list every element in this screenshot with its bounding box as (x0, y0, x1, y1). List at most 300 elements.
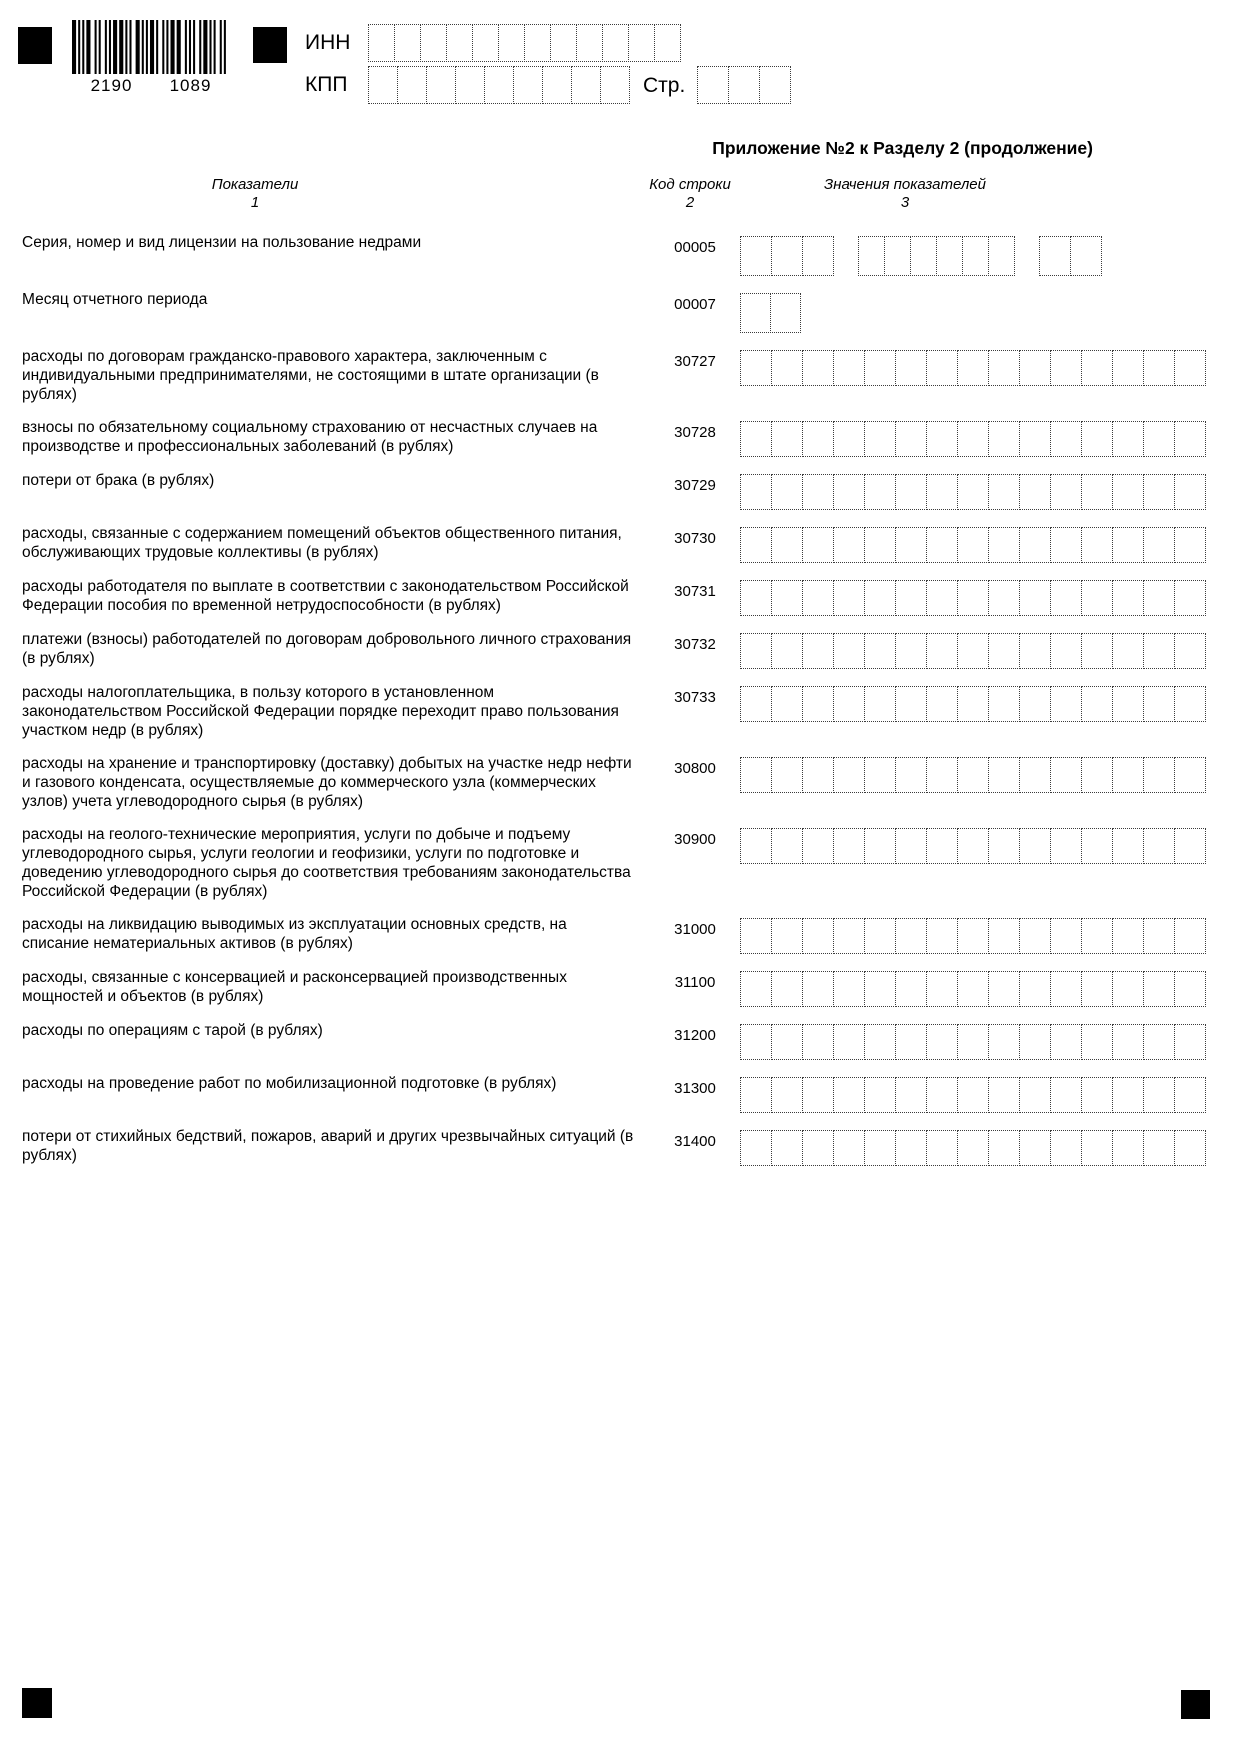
value-field (740, 915, 1218, 954)
input-cell[interactable] (833, 1024, 865, 1060)
input-cell[interactable] (936, 236, 963, 276)
input-cell[interactable] (1050, 633, 1082, 669)
input-cell[interactable] (1019, 350, 1051, 386)
input-cell[interactable] (802, 1077, 834, 1113)
input-cell[interactable] (864, 474, 896, 510)
input-cell[interactable] (697, 66, 729, 104)
input-cell[interactable] (957, 971, 989, 1007)
input-cell[interactable] (1081, 1024, 1113, 1060)
input-cell[interactable] (926, 1077, 958, 1113)
input-cell[interactable] (895, 350, 927, 386)
input-cell[interactable] (740, 580, 772, 616)
row-code: 30727 (674, 353, 716, 370)
input-cell[interactable] (1050, 474, 1082, 510)
cell-group[interactable] (1039, 236, 1102, 276)
input-cell[interactable] (420, 24, 447, 62)
table-row (22, 471, 1218, 510)
input-cell[interactable] (770, 293, 801, 333)
input-cell[interactable] (802, 236, 834, 276)
input-cell[interactable] (1174, 474, 1206, 510)
cell-group[interactable] (740, 474, 1206, 510)
cell-group[interactable] (740, 1077, 1206, 1113)
input-cell[interactable] (524, 24, 551, 62)
input-cell[interactable] (895, 971, 927, 1007)
cell-group[interactable] (858, 236, 1015, 276)
input-cell[interactable] (858, 236, 885, 276)
input-cell[interactable] (1112, 1024, 1144, 1060)
input-cell[interactable] (895, 686, 927, 722)
inn-field[interactable] (368, 24, 681, 62)
form-barcode (72, 20, 230, 96)
input-cell[interactable] (802, 918, 834, 954)
input-cell[interactable] (957, 1024, 989, 1060)
input-cell[interactable] (864, 828, 896, 864)
input-cell[interactable] (472, 24, 499, 62)
input-cell[interactable] (802, 757, 834, 793)
input-cell[interactable] (771, 828, 803, 864)
input-cell[interactable] (1174, 527, 1206, 563)
input-cell[interactable] (988, 1077, 1020, 1113)
input-cell[interactable] (1143, 633, 1175, 669)
table-row (22, 754, 1218, 811)
input-cell[interactable] (1019, 421, 1051, 457)
input-cell[interactable] (1143, 474, 1175, 510)
input-cell[interactable] (957, 918, 989, 954)
input-cell[interactable] (628, 24, 655, 62)
input-cell[interactable] (1081, 350, 1113, 386)
input-cell[interactable] (895, 918, 927, 954)
table-row (22, 233, 1218, 276)
input-cell[interactable] (1174, 971, 1206, 1007)
input-cell[interactable] (771, 757, 803, 793)
input-cell[interactable] (1112, 633, 1144, 669)
input-cell[interactable] (1019, 686, 1051, 722)
input-cell[interactable] (498, 24, 525, 62)
input-cell[interactable] (1050, 918, 1082, 954)
input-cell[interactable] (771, 1130, 803, 1166)
input-cell[interactable] (1112, 828, 1144, 864)
input-cell[interactable] (1143, 757, 1175, 793)
input-cell[interactable] (988, 350, 1020, 386)
input-cell[interactable] (864, 686, 896, 722)
input-cell[interactable] (740, 918, 772, 954)
input-cell[interactable] (1050, 686, 1082, 722)
input-cell[interactable] (1081, 971, 1113, 1007)
input-cell[interactable] (802, 828, 834, 864)
input-cell[interactable] (771, 971, 803, 1007)
input-cell[interactable] (926, 350, 958, 386)
input-cell[interactable] (957, 757, 989, 793)
cell-group[interactable] (740, 757, 1206, 793)
input-cell[interactable] (864, 527, 896, 563)
input-cell[interactable] (833, 1077, 865, 1113)
input-cell[interactable] (740, 828, 772, 864)
page-number-label: Стр. (643, 74, 686, 97)
input-cell[interactable] (926, 1130, 958, 1166)
input-cell[interactable] (926, 828, 958, 864)
input-cell[interactable] (864, 633, 896, 669)
input-cell[interactable] (740, 350, 772, 386)
input-cell[interactable] (957, 1130, 989, 1166)
input-cell[interactable] (1081, 527, 1113, 563)
input-cell[interactable] (957, 350, 989, 386)
input-cell[interactable] (833, 580, 865, 616)
input-cell[interactable] (1143, 527, 1175, 563)
input-cell[interactable] (455, 66, 485, 104)
input-cell[interactable] (397, 66, 427, 104)
input-cell[interactable] (1050, 421, 1082, 457)
input-cell[interactable] (1143, 1130, 1175, 1166)
input-cell[interactable] (864, 580, 896, 616)
input-cell[interactable] (926, 1024, 958, 1060)
input-cell[interactable] (802, 686, 834, 722)
input-cell[interactable] (957, 421, 989, 457)
input-cell[interactable] (771, 236, 803, 276)
input-cell[interactable] (988, 971, 1020, 1007)
input-cell[interactable] (1050, 971, 1082, 1007)
input-cell[interactable] (926, 971, 958, 1007)
cell-group[interactable] (740, 686, 1206, 722)
cell-group[interactable] (740, 1130, 1206, 1166)
input-cell[interactable] (600, 66, 630, 104)
input-cell[interactable] (802, 527, 834, 563)
input-cell[interactable] (740, 1024, 772, 1060)
input-cell[interactable] (864, 350, 896, 386)
column-header-line-code (649, 176, 731, 212)
input-cell[interactable] (740, 686, 772, 722)
barcode-digits (72, 76, 230, 96)
input-cell[interactable] (895, 633, 927, 669)
input-cell[interactable] (446, 24, 473, 62)
input-cell[interactable] (771, 1077, 803, 1113)
input-cell[interactable] (1081, 580, 1113, 616)
input-cell[interactable] (1143, 918, 1175, 954)
value-field (740, 1074, 1218, 1113)
input-cell[interactable] (833, 474, 865, 510)
input-cell[interactable] (988, 421, 1020, 457)
input-cell[interactable] (1174, 1130, 1206, 1166)
input-cell[interactable] (1174, 350, 1206, 386)
input-cell[interactable] (771, 474, 803, 510)
input-cell[interactable] (1112, 474, 1144, 510)
input-cell[interactable] (740, 474, 772, 510)
value-field (740, 290, 1218, 333)
table-row (22, 1127, 1218, 1166)
input-cell[interactable] (1112, 350, 1144, 386)
input-cell[interactable] (771, 1024, 803, 1060)
indicator-label: Серия, номер и вид лицензии на пользование недрами (22, 234, 422, 251)
input-cell[interactable] (1174, 633, 1206, 669)
input-cell[interactable] (771, 686, 803, 722)
input-cell[interactable] (988, 686, 1020, 722)
input-cell[interactable] (802, 971, 834, 1007)
input-cell[interactable] (802, 580, 834, 616)
input-cell[interactable] (1050, 1024, 1082, 1060)
input-cell[interactable] (1143, 1024, 1175, 1060)
input-cell[interactable] (802, 633, 834, 669)
input-cell[interactable] (895, 1024, 927, 1060)
cell-group[interactable] (740, 293, 801, 333)
input-cell[interactable] (988, 757, 1020, 793)
input-cell[interactable] (426, 66, 456, 104)
value-field (740, 347, 1218, 404)
cell-group[interactable] (740, 580, 1206, 616)
cell-group[interactable] (740, 828, 1206, 864)
input-cell[interactable] (926, 474, 958, 510)
input-cell[interactable] (542, 66, 572, 104)
input-cell[interactable] (864, 1130, 896, 1166)
input-cell[interactable] (864, 757, 896, 793)
input-cell[interactable] (1039, 236, 1071, 276)
page-number-field[interactable] (697, 66, 791, 104)
input-cell[interactable] (802, 1024, 834, 1060)
input-cell[interactable] (926, 421, 958, 457)
input-cell[interactable] (1019, 633, 1051, 669)
column-header-line-code-number: 2 (685, 194, 695, 211)
input-cell[interactable] (771, 527, 803, 563)
input-cell[interactable] (802, 1130, 834, 1166)
input-cell[interactable] (962, 236, 989, 276)
row-code: 31300 (674, 1080, 716, 1097)
input-cell[interactable] (1143, 580, 1175, 616)
row-code: 30900 (674, 831, 716, 848)
input-cell[interactable] (1143, 686, 1175, 722)
input-cell[interactable] (988, 236, 1015, 276)
input-cell[interactable] (394, 24, 421, 62)
input-cell[interactable] (1050, 527, 1082, 563)
inn-label: ИНН (305, 31, 351, 54)
input-cell[interactable] (1174, 421, 1206, 457)
input-cell[interactable] (884, 236, 911, 276)
input-cell[interactable] (771, 633, 803, 669)
indicators-table (22, 233, 1218, 1180)
input-cell[interactable] (740, 1077, 772, 1113)
input-cell[interactable] (1081, 1077, 1113, 1113)
input-cell[interactable] (957, 828, 989, 864)
input-cell[interactable] (654, 24, 681, 62)
input-cell[interactable] (550, 24, 577, 62)
input-cell[interactable] (957, 633, 989, 669)
input-cell[interactable] (1019, 527, 1051, 563)
input-cell[interactable] (740, 757, 772, 793)
input-cell[interactable] (988, 828, 1020, 864)
cell-group[interactable] (740, 971, 1206, 1007)
input-cell[interactable] (368, 66, 398, 104)
input-cell[interactable] (1081, 686, 1113, 722)
input-cell[interactable] (1081, 828, 1113, 864)
input-cell[interactable] (833, 350, 865, 386)
input-cell[interactable] (895, 580, 927, 616)
input-cell[interactable] (926, 757, 958, 793)
input-cell[interactable] (833, 757, 865, 793)
input-cell[interactable] (988, 918, 1020, 954)
input-cell[interactable] (895, 828, 927, 864)
input-cell[interactable] (1081, 757, 1113, 793)
cell-group[interactable] (740, 236, 834, 276)
input-cell[interactable] (740, 527, 772, 563)
input-cell[interactable] (864, 1024, 896, 1060)
input-cell[interactable] (802, 474, 834, 510)
input-cell[interactable] (1019, 1024, 1051, 1060)
input-cell[interactable] (728, 66, 760, 104)
input-cell[interactable] (833, 633, 865, 669)
input-cell[interactable] (988, 1024, 1020, 1060)
input-cell[interactable] (771, 350, 803, 386)
barcode-digits-left: 2190 (90, 76, 133, 95)
input-cell[interactable] (1143, 421, 1175, 457)
input-cell[interactable] (895, 474, 927, 510)
input-cell[interactable] (1019, 1130, 1051, 1166)
input-cell[interactable] (833, 971, 865, 1007)
cell-group[interactable] (740, 1024, 1206, 1060)
cell-group[interactable] (740, 918, 1206, 954)
registration-mark-bottom-right (1181, 1690, 1210, 1719)
input-cell[interactable] (895, 757, 927, 793)
cell-group[interactable] (740, 421, 1206, 457)
input-cell[interactable] (1019, 1077, 1051, 1113)
value-field (740, 577, 1218, 616)
value-field (740, 754, 1218, 811)
input-cell[interactable] (833, 1130, 865, 1166)
input-cell[interactable] (771, 918, 803, 954)
input-cell[interactable] (926, 686, 958, 722)
input-cell[interactable] (910, 236, 937, 276)
input-cell[interactable] (957, 474, 989, 510)
input-cell[interactable] (1081, 633, 1113, 669)
input-cell[interactable] (988, 527, 1020, 563)
input-cell[interactable] (1081, 474, 1113, 510)
input-cell[interactable] (1070, 236, 1102, 276)
input-cell[interactable] (833, 527, 865, 563)
registration-mark-bottom-left (22, 1688, 52, 1718)
barcode-digits-right: 1089 (169, 76, 212, 95)
input-cell[interactable] (1174, 686, 1206, 722)
indicator-label: расходы на геолого-технические мероприятия, услуги по добыче и подъему углеводородного сырья, услуги геологии и геофизики, услуги по подготовке и доведению углеводородного сырья до соответствия требованиям законодательства Российской Федерации (в рублях) (22, 826, 631, 900)
input-cell[interactable] (571, 66, 601, 104)
table-row (22, 915, 1218, 954)
input-cell[interactable] (926, 633, 958, 669)
input-cell[interactable] (1112, 1130, 1144, 1166)
input-cell[interactable] (895, 1130, 927, 1166)
input-cell[interactable] (926, 918, 958, 954)
input-cell[interactable] (1143, 828, 1175, 864)
indicator-label: расходы налогоплательщика, в пользу которого в установленном законодательством Российской Федерации порядке переходит право пользования участком недр (в рублях) (22, 684, 619, 739)
column-header-indicators-number: 1 (250, 194, 260, 211)
input-cell[interactable] (1019, 828, 1051, 864)
input-cell[interactable] (1019, 580, 1051, 616)
input-cell[interactable] (1081, 918, 1113, 954)
input-cell[interactable] (864, 971, 896, 1007)
input-cell[interactable] (1112, 971, 1144, 1007)
input-cell[interactable] (895, 527, 927, 563)
input-cell[interactable] (895, 1077, 927, 1113)
input-cell[interactable] (513, 66, 543, 104)
input-cell[interactable] (1081, 421, 1113, 457)
input-cell[interactable] (1143, 350, 1175, 386)
input-cell[interactable] (1143, 1077, 1175, 1113)
input-cell[interactable] (988, 633, 1020, 669)
input-cell[interactable] (988, 1130, 1020, 1166)
input-cell[interactable] (771, 421, 803, 457)
input-cell[interactable] (740, 421, 772, 457)
input-cell[interactable] (988, 580, 1020, 616)
cell-group[interactable] (740, 633, 1206, 669)
cell-group[interactable] (740, 350, 1206, 386)
input-cell[interactable] (1174, 1024, 1206, 1060)
input-cell[interactable] (740, 236, 772, 276)
input-cell[interactable] (957, 1077, 989, 1113)
input-cell[interactable] (957, 686, 989, 722)
input-cell[interactable] (740, 971, 772, 1007)
input-cell[interactable] (864, 421, 896, 457)
cell-group[interactable] (740, 527, 1206, 563)
input-cell[interactable] (1174, 580, 1206, 616)
input-cell[interactable] (1050, 580, 1082, 616)
input-cell[interactable] (1112, 918, 1144, 954)
input-cell[interactable] (1174, 828, 1206, 864)
value-field (740, 471, 1218, 510)
input-cell[interactable] (833, 421, 865, 457)
kpp-field[interactable] (368, 66, 630, 104)
input-cell[interactable] (602, 24, 629, 62)
input-cell[interactable] (802, 421, 834, 457)
input-cell[interactable] (1112, 757, 1144, 793)
row-code: 30732 (674, 636, 716, 653)
input-cell[interactable] (957, 580, 989, 616)
input-cell[interactable] (1112, 686, 1144, 722)
input-cell[interactable] (740, 1130, 772, 1166)
input-cell[interactable] (1081, 1130, 1113, 1166)
input-cell[interactable] (926, 580, 958, 616)
input-cell[interactable] (1112, 1077, 1144, 1113)
input-cell[interactable] (864, 918, 896, 954)
input-cell[interactable] (895, 421, 927, 457)
input-cell[interactable] (740, 293, 771, 333)
input-cell[interactable] (1019, 757, 1051, 793)
input-cell[interactable] (368, 24, 395, 62)
input-cell[interactable] (833, 918, 865, 954)
input-cell[interactable] (1050, 1077, 1082, 1113)
input-cell[interactable] (833, 686, 865, 722)
input-cell[interactable] (1112, 421, 1144, 457)
input-cell[interactable] (740, 633, 772, 669)
input-cell[interactable] (957, 527, 989, 563)
input-cell[interactable] (1050, 1130, 1082, 1166)
input-cell[interactable] (1050, 350, 1082, 386)
input-cell[interactable] (926, 527, 958, 563)
input-cell[interactable] (484, 66, 514, 104)
input-cell[interactable] (576, 24, 603, 62)
input-cell[interactable] (988, 474, 1020, 510)
input-cell[interactable] (864, 1077, 896, 1113)
input-cell[interactable] (1112, 580, 1144, 616)
input-cell[interactable] (1050, 828, 1082, 864)
input-cell[interactable] (833, 828, 865, 864)
input-cell[interactable] (802, 350, 834, 386)
input-cell[interactable] (759, 66, 791, 104)
input-cell[interactable] (1019, 474, 1051, 510)
input-cell[interactable] (1143, 971, 1175, 1007)
input-cell[interactable] (1174, 918, 1206, 954)
input-cell[interactable] (1112, 527, 1144, 563)
input-cell[interactable] (1019, 971, 1051, 1007)
indicator-label: расходы, связанные с консервацией и расконсервацией производственных мощностей и объектов (в рублях) (22, 969, 567, 1005)
input-cell[interactable] (1050, 757, 1082, 793)
input-cell[interactable] (1174, 1077, 1206, 1113)
input-cell[interactable] (1019, 918, 1051, 954)
input-cell[interactable] (771, 580, 803, 616)
input-cell[interactable] (1174, 757, 1206, 793)
